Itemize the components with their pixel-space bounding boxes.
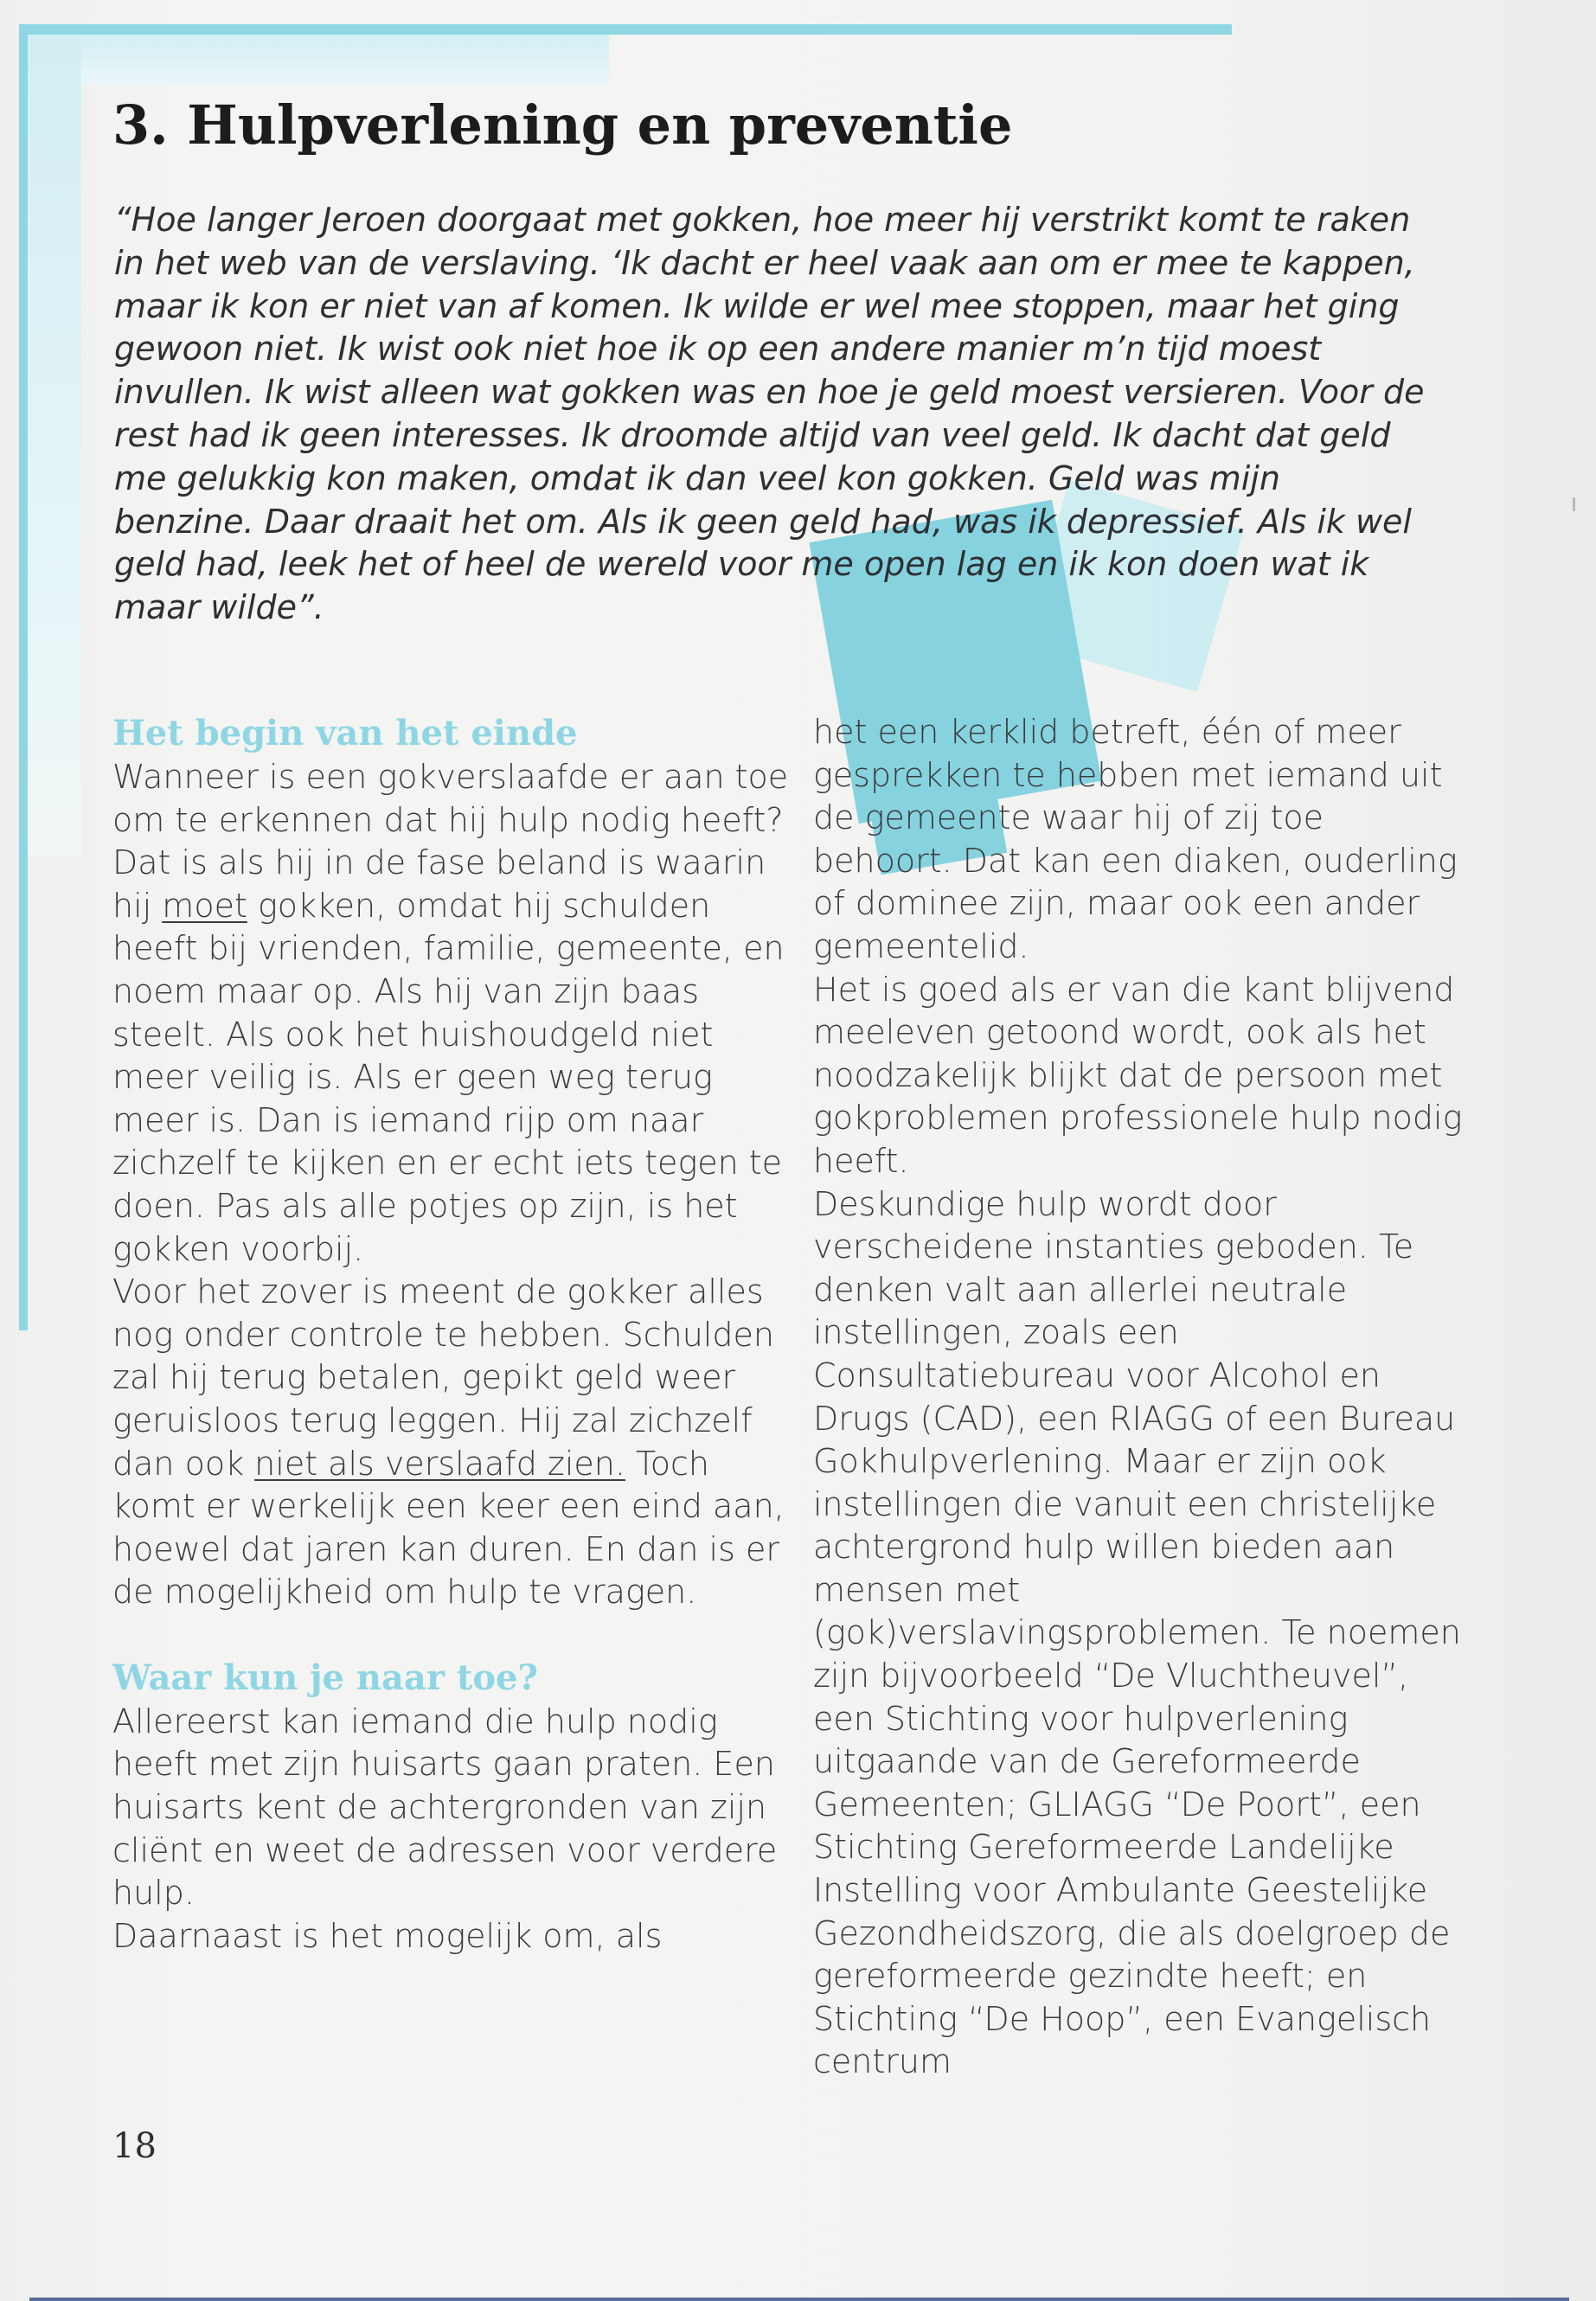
edge-mark xyxy=(1573,497,1575,511)
left-column xyxy=(112,711,796,1958)
left-paragraph-2-text-a: Voor het zover is meent de gokker alles nog onder controle te hebben. Schulden zal hij terug betalen, gepikt geld weer geruisloos terug leggen. Hij zal zichzelf dan ook xyxy=(112,1272,774,1483)
left-paragraph-1 xyxy=(112,756,796,1271)
section-heading-waar: Waar kun je naar toe? xyxy=(112,1657,538,1698)
decorative-left-fade xyxy=(28,35,81,856)
left-paragraph-1-text-a: Wanneer is een gokverslaafde er aan toe om te erkennen dat hij hulp nodig heeft? Dat is als hij in de fase beland is waarin hij xyxy=(112,758,789,925)
right-column xyxy=(813,711,1471,2084)
right-paragraph-2: Het is goed als er van die kant blijvend meeleven getoond wordt, ook als het noodzakelijk blijkt dat de persoon met gokproblemen professionele hulp nodig heeft. xyxy=(813,970,1463,1180)
left-paragraph-4: Daarnaast is het mogelijk om, als xyxy=(112,1916,663,1955)
section-heading-begin: Het begin van het einde xyxy=(112,713,578,753)
page-title: 3. Hulpverlening en preventie xyxy=(112,93,1013,157)
intro-quote: “Hoe langer Jeroen doorgaat met gokken, hoe meer hij verstrikt komt te raken in het web van de verslaving. ‘Ik dacht er heel vaak aan om er mee te kappen, maar ik kon er niet van af komen. Ik wilde er wel mee stoppen, maar het ging gewoon niet. Ik wist ook niet hoe ik op een andere manier m’n tijd moest invullen. Ik wist alleen wat gokken was en hoe je geld moest versieren. Voor de rest had ik geen interesses. Ik droomde altijd van veel geld. Ik dacht dat geld me gelukkig kon maken, omdat ik dan veel kon gokken. Geld was mijn benzine. Daar draait het om. Als ik geen geld had, was ik depressief. Als ik wel geld had, leek het of heel de wereld voor me open lag en ik kon doen wat ik maar wilde”. xyxy=(114,201,1425,627)
left-paragraph-1-text-b: gokken, omdat hij schulden heeft bij vrienden, familie, gemeente, en noem maar op. Als hij van zijn baas steelt. Als ook het huishoudgeld niet meer veilig is. Als er geen weg terug meer is. Dan is iemand rijp om naar zichzelf te kijken en er echt iets tegen te doen. Pas als alle potjes op zijn, is het gokken voorbij. xyxy=(112,886,785,1268)
right-paragraph-1: het een kerklid betreft, één of meer gesprekken te hebben met iemand uit de gemeente waar hij of zij toe behoort. Dat kan een diaken, ouderling of dominee zijn, maar ook een ander gemeentelid. xyxy=(813,713,1458,965)
section-gap xyxy=(112,1614,796,1656)
decorative-top-fade xyxy=(29,35,609,85)
emphasis-moet: moet xyxy=(162,886,247,925)
decorative-top-bar xyxy=(19,24,1232,35)
decorative-left-bar xyxy=(19,24,28,1330)
left-paragraph-2-text-b: Toch komt er werkelijk een keer een eind aan, hoewel dat jaren kan duren. En dan is er de mogelijkheid om hulp te vragen. xyxy=(112,1444,785,1612)
left-paragraph-2 xyxy=(112,1271,796,1614)
emphasis-niet-verslaafd: niet als verslaafd zien. xyxy=(254,1444,625,1483)
bottom-edge-line xyxy=(29,2298,1569,2301)
page-number: 18 xyxy=(112,2126,157,2166)
right-paragraph-3: Deskundige hulp wordt door verscheidene instanties geboden. Te denken valt aan allerlei neutrale instellingen, zoals een Consultatiebureau voor Alcohol en Drugs (CAD), een RIAGG of een Bureau Gokhulpverlening. Maar er zijn ook instellingen die vanuit een christelijke achtergrond hulp willen bieden aan mensen met (gok)verslavingsproblemen. Te noemen zijn bijvoorbeeld “De Vluchtheuvel”, een Stichting voor hulpverlening uitgaande van de Gereformeerde Gemeenten; GLIAGG “De Poort”, een Stichting Gereformeerde Landelijke Instelling voor Ambulante Geestelijke Gezondheidszorg, die als doelgroep de gereformeerde gezindte heeft; en Stichting “De Hoop”, een Evangelisch centrum xyxy=(813,1184,1461,2081)
left-paragraph-3: Allereerst kan iemand die hulp nodig heeft met zijn huisarts gaan praten. Een huisarts kent de achtergronden van zijn cliënt en weet de adressen voor verdere hulp. xyxy=(112,1702,778,1913)
